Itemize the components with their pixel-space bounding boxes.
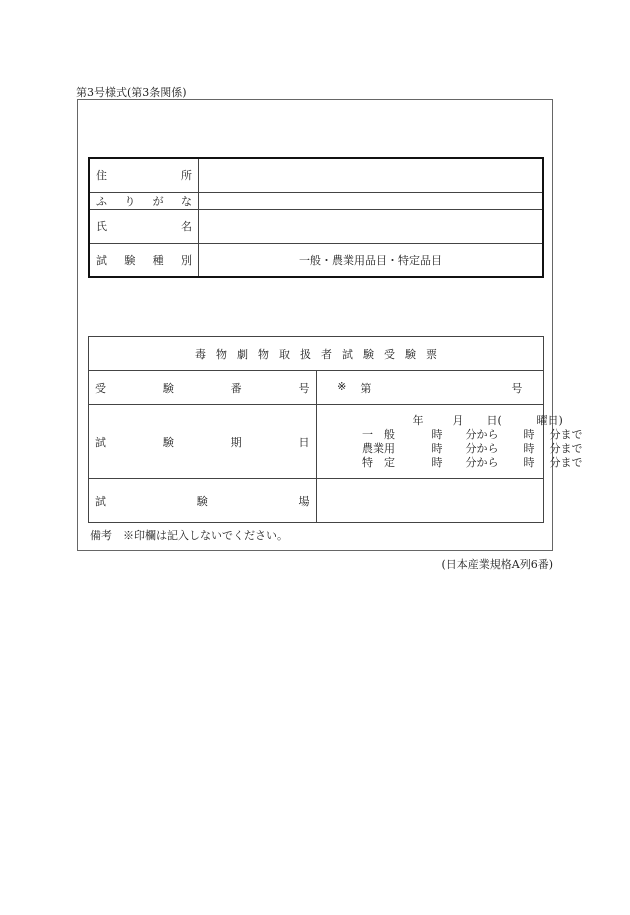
form-title: 第3号様式(第3条関係) <box>76 86 187 99</box>
address-label: 住 所 <box>89 158 199 192</box>
exam-type-label: 試 験 種 別 <box>89 243 199 277</box>
exam-number-field[interactable]: ※ 第 号 <box>316 371 544 405</box>
exam-date-label: 試 験 期 日 <box>89 405 317 479</box>
furigana-field[interactable] <box>199 192 544 209</box>
address-field[interactable] <box>199 158 544 192</box>
ticket-title: 毒 物 劇 物 取 扱 者 試 験 受 験 票 <box>89 337 544 371</box>
office-use-mark: ※ <box>337 379 347 393</box>
schedule-row-agricultural: 農業用 時 分から 時 分まで <box>362 441 583 455</box>
name-label: 氏 名 <box>89 209 199 243</box>
exam-date-row: 年 月 日( 曜日) <box>412 413 563 427</box>
admission-ticket-table <box>88 336 583 523</box>
furigana-label: ふ り が な <box>89 192 199 209</box>
schedule-row-specific: 特 定 時 分から 時 分まで <box>362 455 583 469</box>
paper-size-note: (日本産業規格A列6番) <box>441 558 553 571</box>
exam-type-value[interactable]: 一般・農業用品目・特定品目 <box>199 243 544 277</box>
name-field[interactable] <box>199 209 544 243</box>
exam-venue-label: 試 験 場 <box>89 479 317 523</box>
schedule-row-general: 一 般 時 分から 時 分まで <box>362 427 583 441</box>
remarks: 備考 ※印欄は記入しないでください。 <box>90 529 288 542</box>
exam-venue-field[interactable] <box>316 479 544 523</box>
exam-date-field[interactable] <box>316 405 583 479</box>
exam-number-label: 受 験 番 号 <box>89 371 317 405</box>
applicant-table <box>88 157 544 278</box>
